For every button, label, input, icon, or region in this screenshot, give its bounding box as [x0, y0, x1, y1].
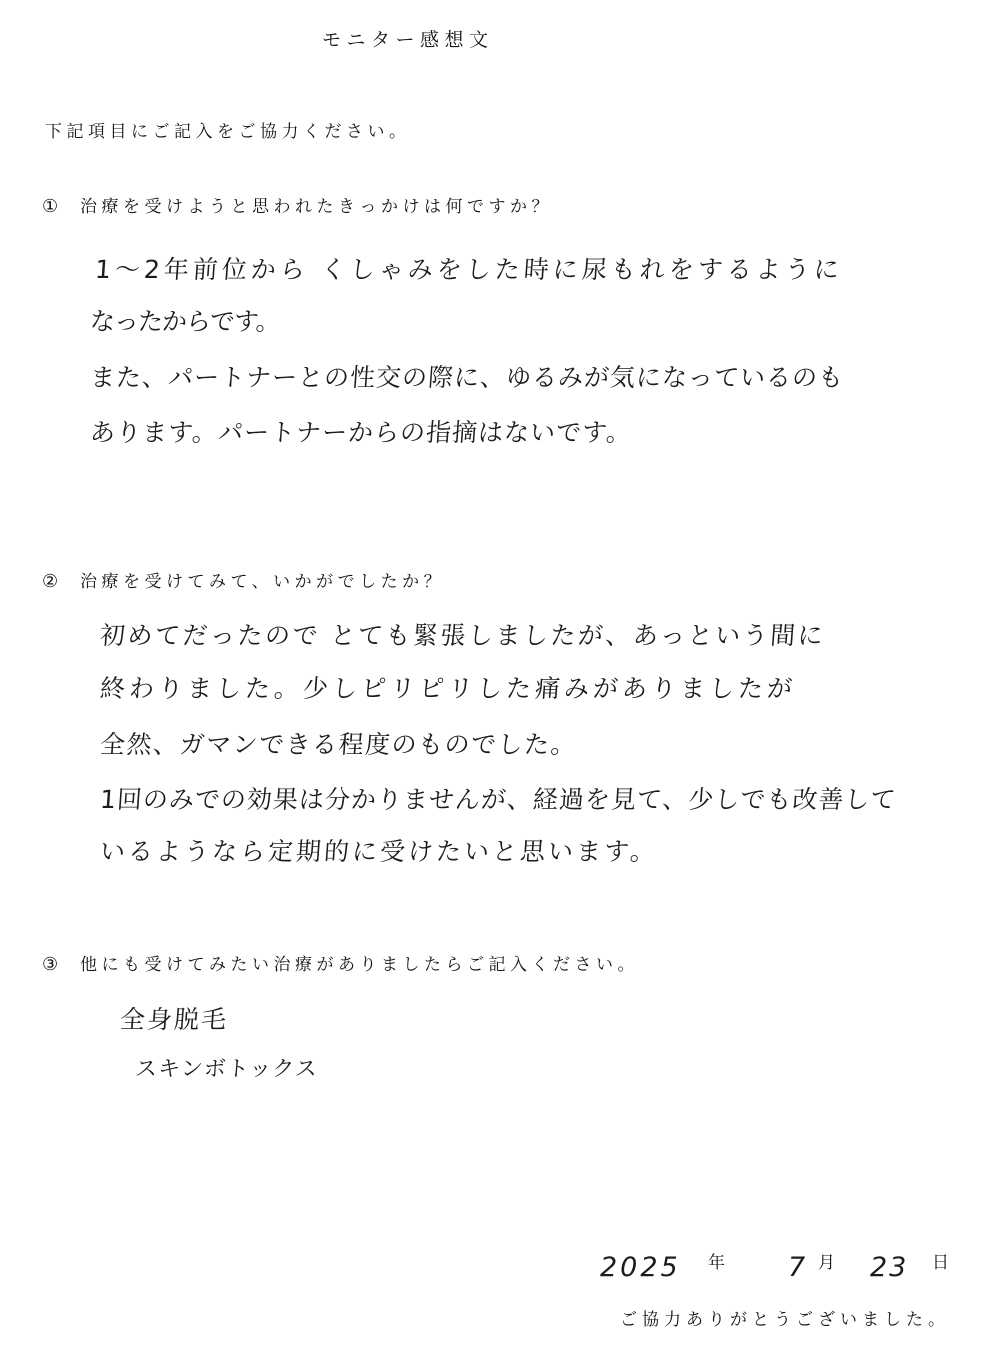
handwritten-answer-line: 全身脱毛: [119, 1005, 230, 1034]
question-number: ③: [42, 954, 59, 975]
question-text: 治療を受けてみて、いかがでしたか？: [80, 572, 446, 592]
handwritten-answer-line: スキンボトックス: [134, 1057, 319, 1082]
form-instruction: 下記項目にご記入をご協力ください。: [45, 122, 411, 142]
handwritten-answer-line: なったからです。: [89, 307, 281, 336]
question-number: ①: [42, 196, 59, 217]
form-title: モニター感想文: [322, 29, 494, 51]
question-number: ②: [42, 571, 59, 592]
handwritten-answer-line: また、パートナーとの性交の際に、ゆるみが気になっているのも: [89, 363, 846, 392]
handwritten-answer-line: あります。パートナーからの指摘はないです。: [89, 418, 634, 447]
date-day-label: 日: [932, 1253, 949, 1273]
date-year: 2025: [600, 1252, 681, 1283]
date-month-label: 月: [818, 1253, 835, 1273]
question-text: 他にも受けてみたい治療がありましたらご記入ください。: [80, 955, 639, 975]
handwritten-answer-line: 全然、ガマンできる程度のものでした。: [99, 730, 579, 759]
handwritten-answer-line: 初めてだったので とても緊張しましたが、あっという間に: [99, 621, 827, 650]
handwritten-answer-line: 1回のみでの効果は分かりませんが、経過を見て、少しでも改善して: [99, 785, 898, 814]
closing-message: ご協力ありがとうございました。: [620, 1310, 950, 1330]
handwritten-answer-line: 終わりました。少しピリピリした痛みがありましたが: [99, 674, 798, 703]
date-month: 7: [788, 1252, 806, 1283]
handwritten-answer-line: 1～2年前位から くしゃみをした時に尿もれをするように: [94, 255, 844, 284]
question-text: 治療を受けようと思われたきっかけは何ですか？: [80, 197, 553, 217]
handwritten-answer-line: いるようなら定期的に受けたいと思います。: [99, 837, 660, 866]
date-day: 23: [870, 1252, 909, 1283]
date-year-label: 年: [708, 1253, 725, 1273]
